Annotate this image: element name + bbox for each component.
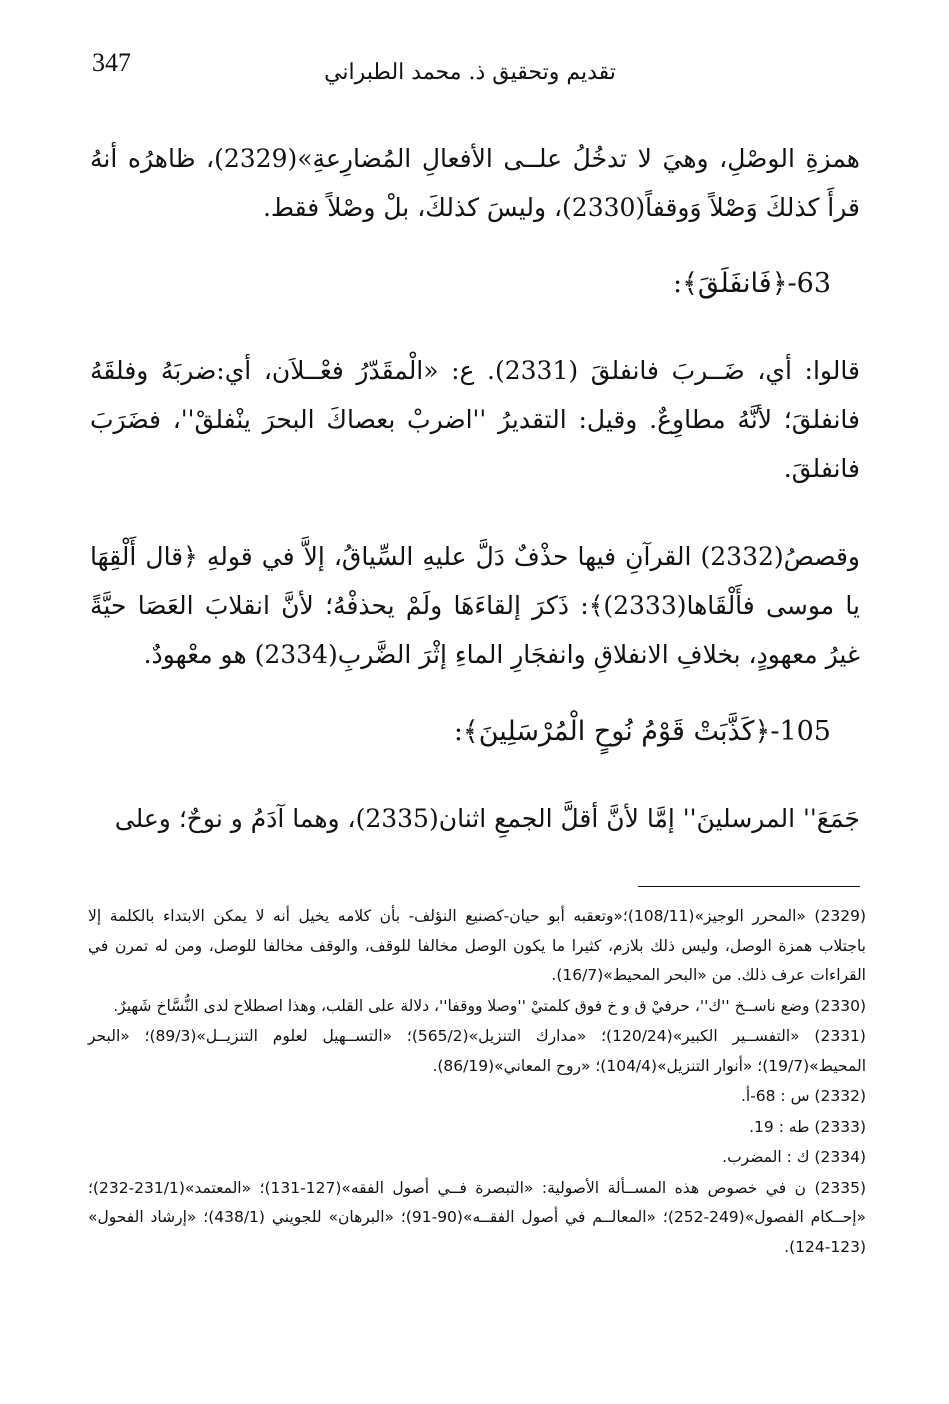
footnote-2332: (2332) س : 68-أ. <box>740 1087 866 1105</box>
paragraph-1: همزةِ الوصْلِ، وهيَ لا تدخُلُ علــى الأفعالِ المُضارِعةِ»(2329)، ظاهرُه أنهُ قرأَ كذلكَ وَصْلاً وَوقفاً(2330)، وليسَ كذلكَ، بلْ وصْلاً فقط. <box>90 144 860 222</box>
paragraph-2: قالوا: أي، ضَــربَ فانفلقَ (2331). ع: «الْمقَدّرُ فعْــلاَن، أي:ضربَهُ وفلقَهُ فانفلقَ؛ لأنَّهُ مطاوِعٌ. وقيل: التقديرُ ''اضربْ بعصاكَ البحرَ ينْفلقْ''، فضَرَبَ فانفلقَ. <box>90 356 860 483</box>
footnote-2330: (2330) وضع ناســخ ''ك''، حرفيْ ق و خ فوق كلمتيْ ''وصلا ووقفا''، دلالة على القلب، وهذا اصطلاح لدى النُّسَّاخ شَهيرٌ. <box>113 996 866 1015</box>
footnote-2331: (2331) «التفســير الكبير»(120/24)؛ «مدارك التنزيل»(565/2)؛ «التســهيل لعلوم التنزيــل»(89/3)؛ «البحر المحيط»(19/7)؛ «أنوار التنزيل»(104/4)؛ «روح المعاني»(86/19). <box>88 1027 866 1075</box>
footnote-2334: (2334) ك : المضرب. <box>722 1148 866 1166</box>
footnotes <box>88 902 866 1263</box>
footnote-separator <box>638 886 860 887</box>
running-head: تقديم وتحقيق ذ. محمد الطبراني <box>324 60 616 85</box>
paragraph-3: وقصصُ(2332) القرآنِ فيها حذْفٌ دَلَّ عليهِ السِّياقُ، إلاَّ في قولهِ ﴿قال أَلْقِهَا يا موسى فأَلْقَاها(2333)﴾: ذَكرَ إلقاءَهَا ولَمْ يحذفْهُ؛ لأنَّ انقلابَ العَصَا حيَّةً غيرُ معهودٍ، بخلافِ الانفلاقِ وانفجَارِ الماءِ إثْرَ الضَّربِ(2334) هو معْهودٌ. <box>90 542 860 669</box>
footnote-2333: (2333) طه : 19. <box>749 1117 866 1136</box>
verse-heading-63: 63-﴿فَانفَلَقَ﴾: <box>673 268 831 299</box>
footnote-2329: (2329) «المحرر الوجيز»(108/11)؛«وتعقبه أبو حيان-كصنيع النؤلف- بأن كلامه يخيل أنه لا يمكن الابتداء بالكلمة إلا باجتلاب همزة الوصل، وليس ذلك بلازم، كثيرا ما يكون الوصل مخالفا للوقف، والوقف مخالفا للوصل، ومن له تمرن في القراءات عرف ذلك. من «البحر المحيط»(16/7). <box>88 907 866 984</box>
verse-heading-105: 105-﴿كَذَّبَتْ قَوْمُ نُوحٍ الْمُرْسَلِينَ﴾: <box>453 716 831 747</box>
paragraph-4: جَمَعَ'' المرسلينَ'' إمَّا لأنَّ أقلَّ الجمعِ اثنان(2335)، وهما آدَمُ و نوحٌ؛ وعلى <box>114 804 860 833</box>
page-number: 347 <box>92 48 131 77</box>
footnote-2335: (2335) ن في خصوص هذه المســألة الأصولية: «التبصرة فــي أصول الفقه»(127-131)؛ «المعتمد»(231/1-232)؛ «إحــكام الفصول»(249-252)؛ «المعالــم في أصول الفقــه»(90-91)؛ «البرهان» للجويني (438/1)؛ «إرشاد الفحول» (123-124). <box>88 1178 867 1256</box>
